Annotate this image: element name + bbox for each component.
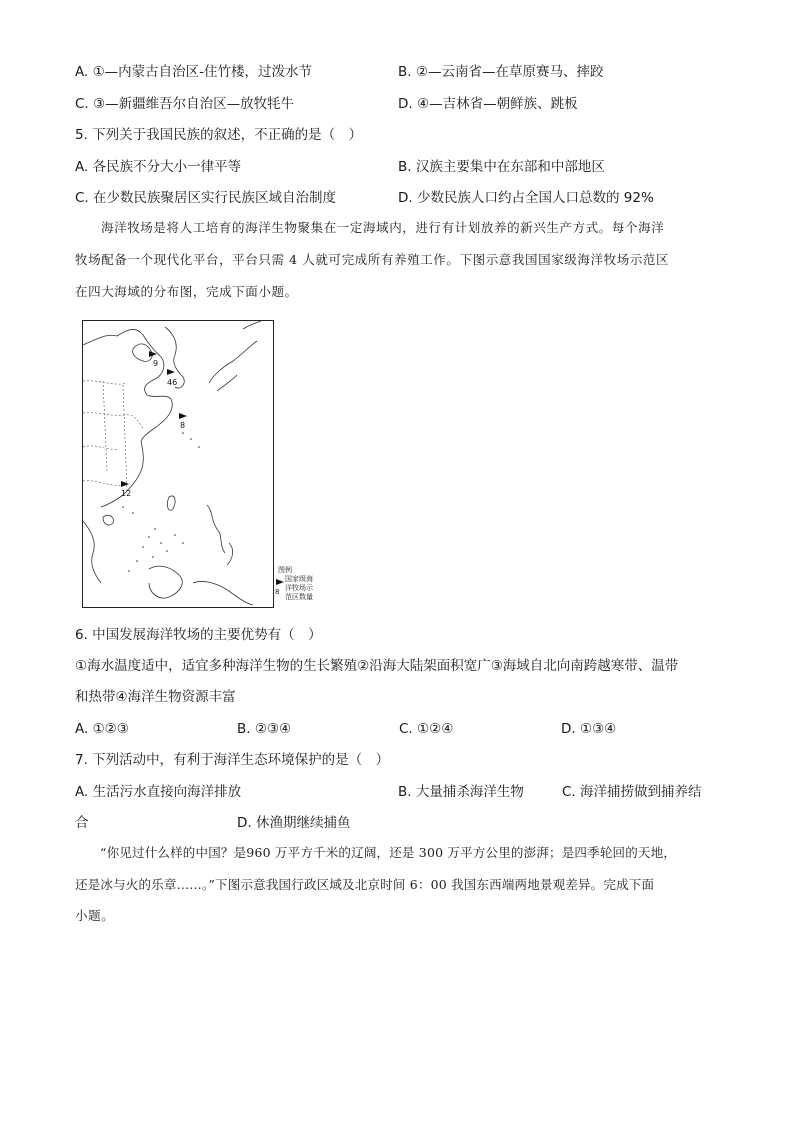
q7-option-a: A. 生活污水直接向海洋排放: [75, 784, 242, 800]
map-legend-line2: 洋牧场示: [285, 584, 313, 592]
map-legend-title: 图例: [278, 566, 292, 574]
indochina-coast: [83, 521, 101, 583]
passage1-line2: 牧场配备一个现代化平台，平台只需 4 人就可完成所有养殖工作。下图示意我国国家级海洋牧场示范区: [75, 252, 670, 267]
taiwan-island: [167, 496, 175, 510]
q6-option-a: A. ①②③: [75, 721, 129, 737]
q7-option-d: D. 休渔期继续捕鱼: [237, 815, 351, 831]
map-legend-line3: 范区数量: [285, 593, 313, 601]
map-legend-sample: 8: [275, 588, 280, 596]
legend-marker-icon: [275, 578, 285, 586]
q5-option-a: A. 各民族不分大小一律平等: [75, 159, 242, 175]
q4-option-c: C. ③—新疆维吾尔自治区—放牧牦牛: [75, 96, 295, 112]
passage1-line1: 海洋牧场是将人工培育的海洋生物聚集在一定海域内，进行有计划放养的新兴生产方式。每个海洋: [101, 220, 665, 235]
q6-option-d: D. ①③④: [561, 721, 617, 737]
map-legend-line1: 国家级海: [285, 575, 313, 583]
marine-ranch-map: [82, 320, 274, 608]
q6-option-b: B. ②③④: [237, 721, 292, 737]
coastline-north: [83, 329, 172, 441]
passage2-line3: 小题。: [75, 908, 115, 923]
q7-option-c: C. 海洋捕捞做到捕养结: [562, 784, 702, 800]
ranch-marker-south-sea: [121, 481, 129, 487]
map-drawing: [83, 321, 273, 607]
ranch-count-bohai: 9: [153, 359, 159, 368]
q5-option-d: D. 少数民族人口约占全国人口总数的 92%: [398, 190, 654, 206]
q4-option-b: B. ②—云南省—在草原赛马、摔跤: [398, 64, 604, 80]
japan-islands: [209, 321, 261, 391]
ranch-count-yellow-sea: 46: [167, 378, 178, 387]
q6-statement-line2: 和热带④海洋生物资源丰富: [75, 689, 236, 705]
province-borders: [83, 381, 143, 491]
ranch-count-east-sea: 8: [180, 421, 186, 430]
q7-option-c-continued: 合: [75, 815, 89, 831]
passage2-line2: 还是冰与火的乐章……。”下图示意我国行政区域及北京时间 6：00 我国东西端两地景观差异。完成下面: [75, 877, 655, 892]
q6-stem: 6. 中国发展海洋牧场的主要优势有（ ）: [75, 627, 322, 643]
q7-option-b: B. 大量捕杀海洋生物: [398, 784, 524, 800]
hainan-island: [103, 515, 113, 525]
q6-option-c: C. ①②④: [399, 721, 454, 737]
q5-stem: 5. 下列关于我国民族的叙述，不正确的是（ ）: [75, 127, 363, 143]
philippines-islands: [207, 505, 233, 565]
q4-option-a: A. ①—内蒙古自治区-住竹楼，过泼水节: [75, 64, 313, 80]
borneo-coast: [149, 566, 182, 598]
ranch-marker-yellow-sea: [167, 369, 175, 375]
q5-option-b: B. 汉族主要集中在东部和中部地区: [398, 159, 605, 175]
q5-option-c: C. 在少数民族聚居区实行民族区域自治制度: [75, 190, 337, 206]
ranch-count-south-sea: 12: [121, 489, 132, 498]
ranch-marker-east-sea: [179, 413, 187, 419]
passage2-line1: “你见过什么样的中国？是960 万平方千米的辽阔，还是 300 万平方公里的澎湃；是四季轮回的天地，: [100, 845, 677, 860]
q4-option-d: D. ④—吉林省—朝鲜族、跳板: [398, 96, 578, 112]
q6-statement-line1: ①海水温度适中，适宜多种海洋生物的生长繁殖②沿海大陆架面积宽广③海域自北向南跨越寒带、温带: [75, 658, 679, 674]
q7-stem: 7. 下列活动中，有利于海洋生态环境保护的是（ ）: [75, 752, 390, 768]
sumatra-coast: [193, 581, 253, 605]
passage1-line3: 在四大海域的分布图，完成下面小题。: [75, 284, 298, 299]
